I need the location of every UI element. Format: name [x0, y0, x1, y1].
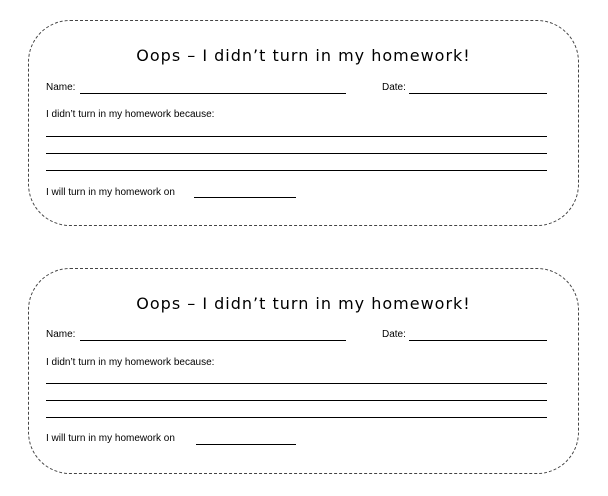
date-label: Date:: [382, 82, 406, 93]
homework-slip: [28, 268, 579, 474]
date-label: Date:: [382, 329, 406, 340]
name-label: Name:: [46, 82, 76, 93]
turn-in-date-line[interactable]: [194, 197, 296, 198]
date-blank-line[interactable]: [409, 93, 547, 94]
reason-line[interactable]: [46, 400, 547, 401]
date-blank-line[interactable]: [409, 340, 547, 341]
reason-line[interactable]: [46, 153, 547, 154]
reason-line[interactable]: [46, 170, 547, 171]
slip-title: Oops – I didn’t turn in my homework!: [136, 46, 471, 65]
turn-in-label: I will turn in my homework on: [46, 187, 175, 198]
name-blank-line[interactable]: [80, 93, 346, 94]
turn-in-date-line[interactable]: [196, 444, 296, 445]
slip-title: Oops – I didn’t turn in my homework!: [136, 294, 471, 313]
reason-line[interactable]: [46, 417, 547, 418]
reason-line[interactable]: [46, 383, 547, 384]
name-blank-line[interactable]: [80, 340, 346, 341]
reason-line[interactable]: [46, 136, 547, 137]
homework-slip: [28, 20, 579, 226]
name-label: Name:: [46, 329, 76, 340]
turn-in-label: I will turn in my homework on: [46, 433, 175, 444]
reason-label: I didn’t turn in my homework because:: [46, 357, 215, 368]
reason-label: I didn’t turn in my homework because:: [46, 109, 215, 120]
